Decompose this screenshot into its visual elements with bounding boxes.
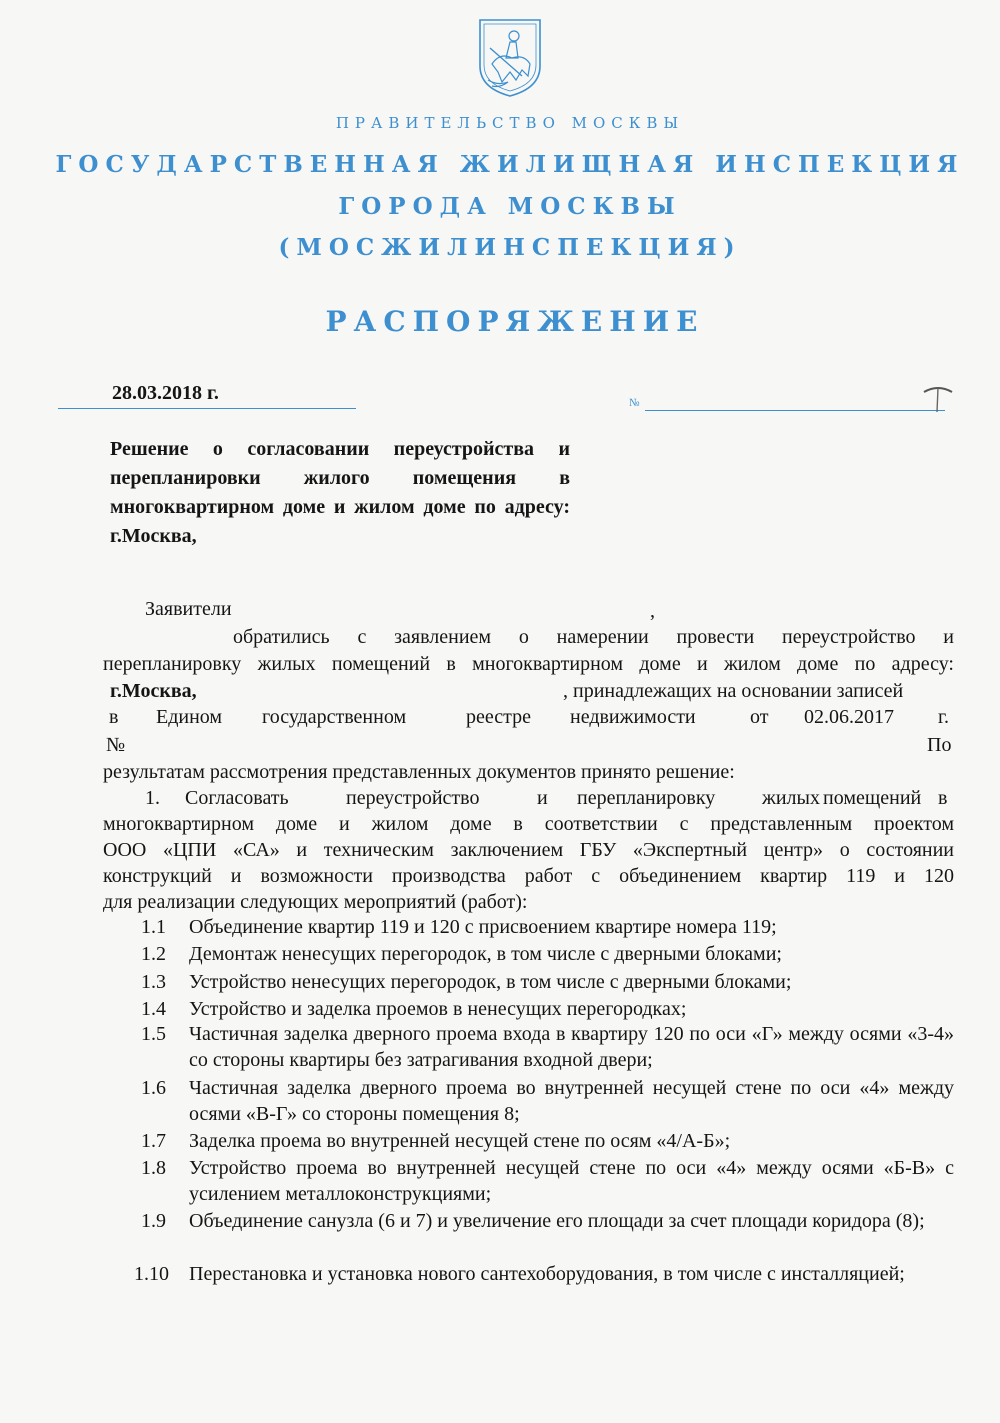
list-item-number: 1.3 bbox=[141, 971, 166, 993]
item-1-word: перепланировку bbox=[577, 787, 716, 809]
number-underline bbox=[645, 410, 945, 411]
list-item-number: 1.6 bbox=[141, 1077, 166, 1099]
list-item-text: Демонтаж ненесущих перегородок, в том числе с дверными блоками; bbox=[189, 943, 782, 965]
list-item-text: Частичная заделка дверного проема входа в квартиру 120 по оси «Г» между осями «3-4» со стороны квартиры без затрагивания входной двери; bbox=[189, 1023, 954, 1071]
date-underline bbox=[58, 408, 356, 409]
document-date: 28.03.2018 г. bbox=[112, 382, 219, 404]
document-type-title: РАСПОРЯЖЕНИЕ bbox=[325, 305, 705, 338]
list-item-text: Устройство ненесущих перегородок, в том числе с дверными блоками; bbox=[189, 971, 792, 993]
registry-word: недвижимости bbox=[570, 706, 696, 728]
list-item-text: Перестановка и установка нового сантехоборудования, в том числе с инсталляцией; bbox=[189, 1263, 905, 1285]
applicants-comma: , bbox=[650, 600, 655, 622]
item-1-word: и bbox=[537, 787, 548, 809]
list-item-number: 1.5 bbox=[141, 1023, 166, 1045]
item-1-line: многоквартирном доме и жилом доме в соответствии с представленным проектом bbox=[103, 813, 954, 835]
inspection-title-line-3: (МОСЖИЛИНСПЕКЦИЯ) bbox=[278, 234, 742, 261]
government-title: ПРАВИТЕЛЬСТВО МОСКВЫ bbox=[335, 114, 685, 132]
item-1-word: Согласовать bbox=[185, 787, 289, 809]
registry-word: г. bbox=[938, 706, 949, 728]
item-1-line: конструкций и возможности производства работ с объединением квартир 119 и 120 bbox=[103, 865, 954, 887]
list-item-number: 1.2 bbox=[141, 943, 166, 965]
applicants-label: Заявители bbox=[145, 598, 232, 620]
item-1-word: в bbox=[938, 787, 948, 809]
list-item-text: Заделка проема во внутренней несущей стене по осям «4/А-Б»; bbox=[189, 1130, 731, 1152]
registry-date: 02.06.2017 bbox=[804, 706, 894, 728]
paragraph-word: По bbox=[927, 734, 952, 756]
list-item-text: Частичная заделка дверного проема во внутренней несущей стене по оси «4» между осями «В-Г» со стороны помещения 8; bbox=[189, 1077, 954, 1125]
inspection-title-line-2: ГОРОДА МОСКВЫ bbox=[338, 193, 682, 220]
registry-word: реестре bbox=[466, 706, 531, 728]
list-item-number: 1.7 bbox=[141, 1130, 166, 1152]
document-subject: Решение о согласовании переустройства и перепланировки жилого помещения в многоквартирном доме и жилом доме по адресу: г.Москва, bbox=[110, 438, 570, 547]
item-1-word: помещений bbox=[823, 787, 922, 809]
list-item-text: Объединение квартир 119 и 120 с присвоением квартире номера 119; bbox=[189, 916, 777, 938]
paragraph-line: обратились с заявлением о намерении провести переустройство и bbox=[233, 626, 954, 648]
registry-word: государственном bbox=[262, 706, 407, 728]
list-item-text: Устройство и заделка проемов в ненесущих перегородках; bbox=[189, 998, 687, 1020]
inspection-title-line-1: ГОСУДАРСТВЕННАЯ ЖИЛИЩНАЯ ИНСПЕКЦИЯ bbox=[55, 151, 965, 178]
list-item-number: 1.9 bbox=[141, 1210, 166, 1232]
list-item-text: Объединение санузла (6 и 7) и увеличение его площади за счет площади коридора (8); bbox=[189, 1210, 925, 1232]
registry-word: от bbox=[750, 706, 769, 728]
list-item-number: 1.8 bbox=[141, 1157, 166, 1179]
list-item-number: 1.1 bbox=[141, 916, 166, 938]
paragraph-line: перепланировку жилых помещений в многоквартирном доме и жилом доме по адресу: bbox=[103, 653, 954, 675]
registry-number-sign: № bbox=[106, 734, 126, 756]
number-sign: № bbox=[629, 397, 640, 409]
list-item-number: 1.4 bbox=[141, 998, 166, 1020]
item-1-word: 1. bbox=[145, 787, 160, 809]
list-item-number: 1.10 bbox=[134, 1263, 169, 1285]
item-1-word: переустройство bbox=[346, 787, 480, 809]
item-1-word: жилых bbox=[762, 787, 820, 809]
paragraph-line: , принадлежащих на основании записей bbox=[563, 680, 904, 702]
registry-word: Едином bbox=[156, 706, 223, 728]
item-1-line: для реализации следующих мероприятий (работ): bbox=[103, 891, 528, 913]
list-item-text: Устройство проема во внутренней несущей стене по оси «4» между осями «Б-В» с усилением металлоконструкциями; bbox=[189, 1157, 954, 1205]
address-city: г.Москва, bbox=[110, 680, 197, 702]
item-1-line: ООО «ЦПИ «СА» и техническим заключением ГБУ «Экспертный центр» о состоянии bbox=[103, 839, 954, 861]
ink-mark-icon bbox=[918, 378, 958, 418]
registry-word: в bbox=[109, 706, 119, 728]
paragraph-line: результатам рассмотрения представленных документов принято решение: bbox=[103, 761, 735, 783]
moscow-coat-of-arms-icon bbox=[470, 14, 550, 98]
